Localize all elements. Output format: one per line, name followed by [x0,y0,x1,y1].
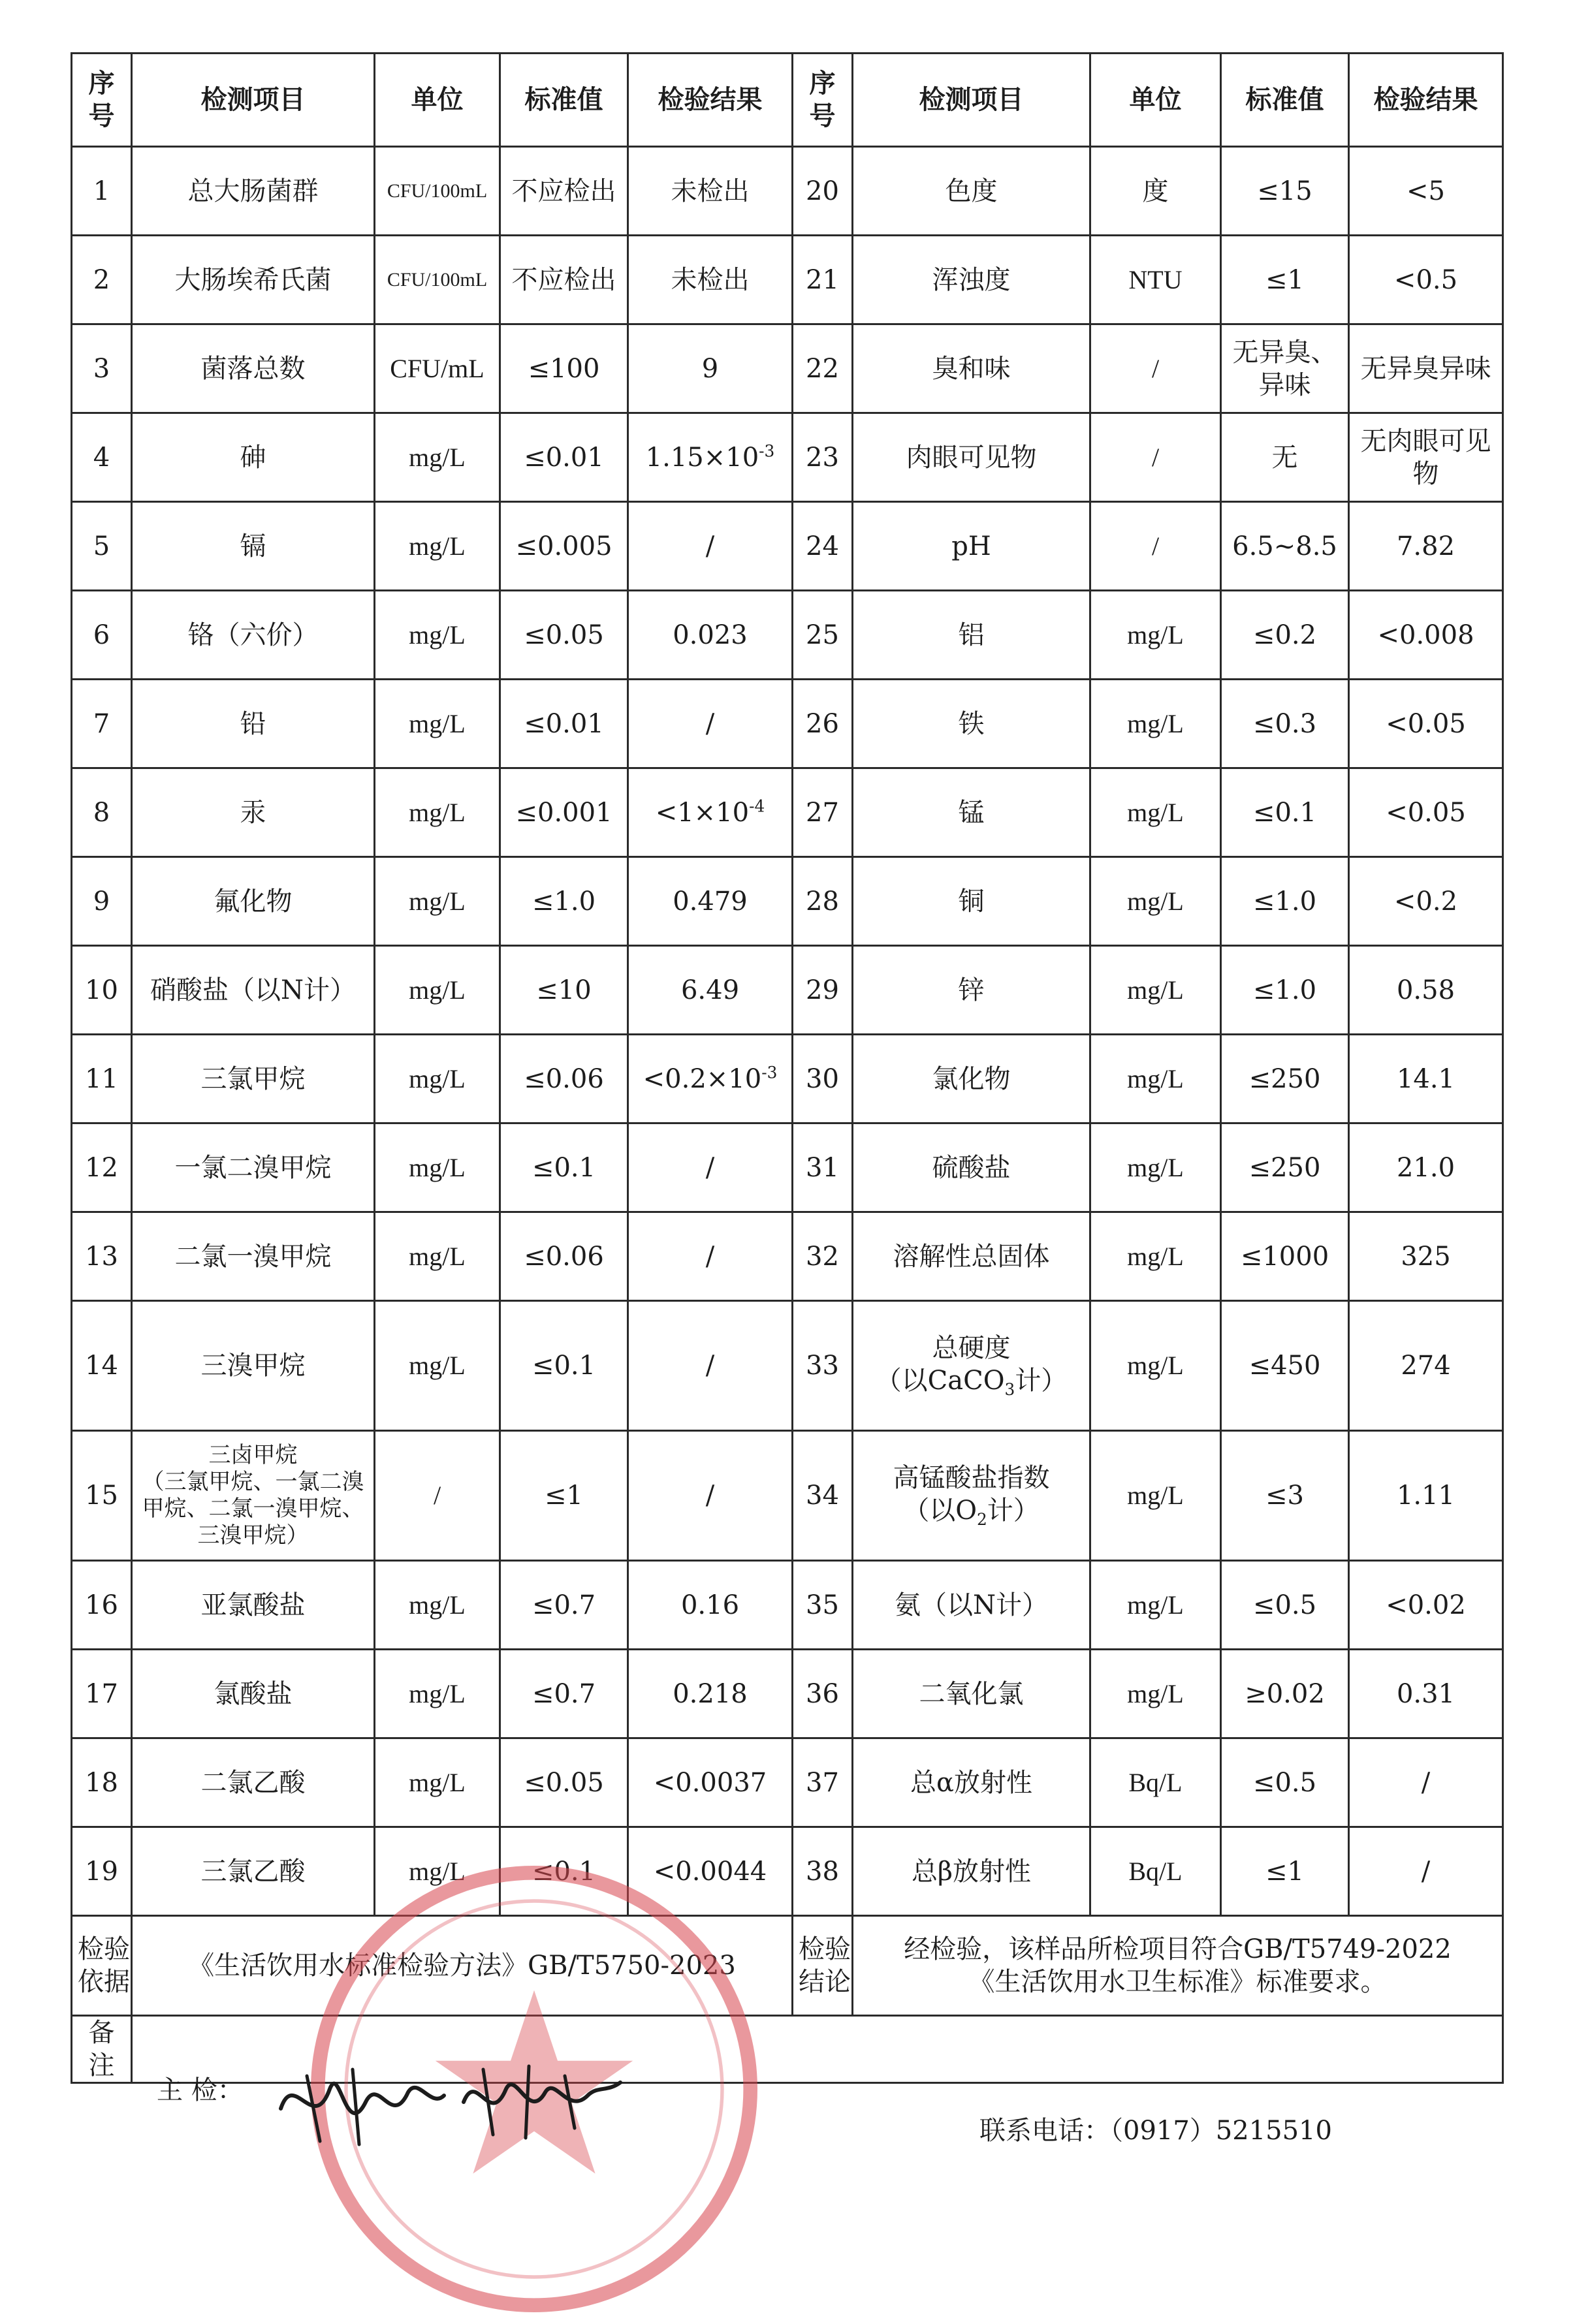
header-unit-right: 单位 [1090,54,1221,147]
cell-item-left [132,413,375,502]
cell-result-right: <0.02 [1349,1561,1503,1650]
table-row [72,1738,1503,1827]
table-row [72,324,1503,413]
cell-item-left [132,236,375,324]
cell-unit-left: mg/L [375,1561,500,1650]
cell-no-right: 34 [793,1431,853,1561]
contact-phone: 联系电话：（0917）5215510 [979,2116,1332,2146]
notes-row [72,2016,1503,2083]
cell-no-right: 37 [793,1738,853,1827]
cell-result-right: 1.11 [1349,1431,1503,1561]
table-row [72,946,1503,1035]
cell-item-right [853,946,1090,1035]
basis-conclusion-row [72,1916,1503,2016]
item-name: 镉 [240,531,266,561]
table-row [72,147,1503,236]
cell-item-left [132,502,375,591]
item-name: 铬（六价） [187,620,319,650]
item-subscript: 2 [977,1509,987,1529]
cell-item-right [853,1650,1090,1738]
header-no-right: 序号 [793,54,853,147]
cell-no-left: 13 [72,1212,132,1301]
cell-standard-right: 无 [1221,413,1349,502]
table-header-row [72,54,1503,147]
cell-standard-left: ≤0.7 [500,1561,628,1650]
result-exponent: -4 [749,796,765,816]
header-result-left: 检验结果 [628,54,793,147]
cell-item-right [853,502,1090,591]
cell-no-left: 16 [72,1561,132,1650]
cell-no-right: 33 [793,1301,853,1431]
cell-result-right: <0.2 [1349,857,1503,946]
cell-item-right [853,1827,1090,1916]
basis-label: 检验依据 [72,1916,132,2016]
table-row [72,502,1503,591]
cell-item-right [853,1431,1090,1561]
cell-result-right: <0.05 [1349,768,1503,857]
item-name: 总α放射性 [910,1767,1032,1798]
cell-standard-left: ≤0.06 [500,1035,628,1123]
item-name: 汞 [240,797,266,828]
cell-no-left: 12 [72,1123,132,1212]
item-qualifier [857,1494,1085,1530]
cell-no-left: 17 [72,1650,132,1738]
cell-result-left: 0.023 [628,591,793,680]
table-row [72,1561,1503,1650]
item-qualifier-tail: 计） [987,1495,1040,1526]
cell-standard-left: ≤0.05 [500,1738,628,1827]
cell-item-left [132,946,375,1035]
cell-no-right: 35 [793,1561,853,1650]
item-name: 总硬度 [932,1332,1011,1363]
item-name: 一氯二溴甲烷 [174,1152,332,1183]
conclusion-text [853,1916,1503,2016]
cell-standard-left: ≤1.0 [500,857,628,946]
cell-unit-right: mg/L [1090,946,1221,1035]
item-name: 硫酸盐 [932,1152,1011,1183]
item-qualifier-text: （三氯甲烷、一氯二溴甲烷、二氯一溴甲烷、三溴甲烷） [142,1469,364,1548]
cell-no-left: 6 [72,591,132,680]
item-name: 二氯乙酸 [200,1767,306,1798]
cell-item-left [132,1561,375,1650]
cell-item-left [132,147,375,236]
cell-item-left [132,768,375,857]
item-name: 氯酸盐 [214,1678,293,1709]
header-result-right: 检验结果 [1349,54,1503,147]
cell-standard-left: 不应检出 [500,147,628,236]
item-name: 二氯一溴甲烷 [174,1241,332,1272]
basis-text: 《生活饮用水标准检验方法》GB/T5750-2023 [132,1916,793,2016]
cell-result-left: 未检出 [628,147,793,236]
cell-item-right [853,1123,1090,1212]
cell-no-right: 30 [793,1035,853,1123]
cell-standard-left: ≤0.1 [500,1123,628,1212]
cell-result-left: <0.0037 [628,1738,793,1827]
cell-result-right: / [1349,1738,1503,1827]
cell-no-left: 2 [72,236,132,324]
cell-standard-right: ≤15 [1221,147,1349,236]
cell-standard-left: ≤100 [500,324,628,413]
item-name: 氟化物 [214,886,293,917]
header-no-left: 序号 [72,54,132,147]
cell-no-right: 23 [793,413,853,502]
item-name: 高锰酸盐指数 [893,1462,1050,1493]
item-name: 铝 [958,620,985,650]
cell-item-left [132,324,375,413]
cell-no-left: 18 [72,1738,132,1827]
cell-result-left: / [628,680,793,768]
cell-no-left: 7 [72,680,132,768]
cell-item-left [132,591,375,680]
cell-result-left [628,1035,793,1123]
cell-unit-left: mg/L [375,1035,500,1123]
cell-result-left [628,768,793,857]
item-subscript: 3 [1004,1379,1015,1399]
cell-result-left: 0.218 [628,1650,793,1738]
cell-item-right [853,236,1090,324]
cell-item-left [132,1212,375,1301]
cell-unit-left: mg/L [375,680,500,768]
cell-standard-left: ≤0.1 [500,1827,628,1916]
cell-result-left: / [628,1431,793,1561]
item-name: 三卤甲烷 [208,1442,298,1469]
cell-item-right [853,413,1090,502]
cell-unit-right: mg/L [1090,1035,1221,1123]
cell-no-left: 14 [72,1301,132,1431]
cell-standard-left: ≤0.005 [500,502,628,591]
cell-unit-left: mg/L [375,1827,500,1916]
cell-result-left: / [628,502,793,591]
cell-standard-left: ≤10 [500,946,628,1035]
cell-result-right: 0.31 [1349,1650,1503,1738]
cell-standard-right: ≤1 [1221,1827,1349,1916]
header-item-right: 检测项目 [853,54,1090,147]
item-name: 氨（以N计） [895,1590,1048,1620]
conclusion-line-2: 《生活饮用水卫生标准》标准要求。 [968,1967,1387,1997]
result-value: <0.2×10 [643,1063,762,1094]
item-qualifier-text: （以O [903,1495,977,1526]
item-name: 三氯乙酸 [200,1856,306,1887]
cell-result-right: 325 [1349,1212,1503,1301]
cell-item-right [853,857,1090,946]
cell-item-left [132,1650,375,1738]
cell-standard-left: ≤0.1 [500,1301,628,1431]
cell-unit-left: mg/L [375,857,500,946]
cell-standard-left: ≤0.05 [500,591,628,680]
cell-unit-right: mg/L [1090,1431,1221,1561]
item-name: 浑浊度 [932,264,1011,295]
cell-result-right: 21.0 [1349,1123,1503,1212]
header-item-left: 检测项目 [132,54,375,147]
cell-standard-right: ≤1000 [1221,1212,1349,1301]
table-row [72,1827,1503,1916]
cell-item-left [132,1301,375,1431]
item-name: 铁 [958,708,985,739]
cell-no-right: 26 [793,680,853,768]
cell-unit-left: mg/L [375,1123,500,1212]
cell-result-left: / [628,1123,793,1212]
cell-result-right: / [1349,1827,1503,1916]
cell-result-left: / [628,1301,793,1431]
cell-result-left: <0.0044 [628,1827,793,1916]
cell-no-right: 25 [793,591,853,680]
cell-item-left [132,1738,375,1827]
cell-item-right [853,768,1090,857]
cell-standard-left: ≤0.01 [500,680,628,768]
cell-unit-right: mg/L [1090,768,1221,857]
cell-standard-left: ≤1 [500,1431,628,1561]
cell-no-right: 20 [793,147,853,236]
cell-unit-right: mg/L [1090,591,1221,680]
cell-standard-right: ≤0.1 [1221,768,1349,857]
header-standard-right: 标准值 [1221,54,1349,147]
cell-no-right: 28 [793,857,853,946]
cell-unit-left: mg/L [375,413,500,502]
item-name: 臭和味 [932,353,1011,384]
cell-standard-right: 6.5~8.5 [1221,502,1349,591]
cell-unit-right: mg/L [1090,1650,1221,1738]
cell-unit-left: mg/L [375,1738,500,1827]
cell-standard-left: ≤0.01 [500,413,628,502]
item-name: 氯化物 [932,1063,1011,1094]
cell-result-right: <0.5 [1349,236,1503,324]
cell-no-left: 11 [72,1035,132,1123]
item-name: 总大肠菌群 [187,176,319,206]
item-qualifier [857,1364,1085,1400]
header-standard-left: 标准值 [500,54,628,147]
cell-no-left: 15 [72,1431,132,1561]
test-results-table [71,52,1504,2084]
item-name: 锌 [958,975,985,1005]
cell-unit-left: / [375,1431,500,1561]
cell-no-left: 8 [72,768,132,857]
cell-unit-right: Bq/L [1090,1827,1221,1916]
cell-no-right: 21 [793,236,853,324]
cell-result-right: 274 [1349,1301,1503,1431]
item-name: 三氯甲烷 [200,1063,306,1094]
cell-unit-left: mg/L [375,946,500,1035]
cell-no-right: 31 [793,1123,853,1212]
notes-label: 备注 [72,2016,132,2083]
results-body [72,147,1503,1916]
cell-unit-left: mg/L [375,768,500,857]
table-row [72,1212,1503,1301]
table-row [72,1301,1503,1431]
cell-item-right [853,1738,1090,1827]
item-name: 溶解性总固体 [893,1241,1050,1272]
cell-item-left [132,857,375,946]
cell-no-left: 10 [72,946,132,1035]
conclusion-label: 检验结论 [793,1916,853,2016]
inspector-label: 主 检： [157,2075,244,2105]
cell-no-right: 29 [793,946,853,1035]
cell-result-right: 0.58 [1349,946,1503,1035]
cell-standard-right: ≤450 [1221,1301,1349,1431]
item-name: 三溴甲烷 [200,1351,306,1381]
item-qualifier-text: （以CaCO [875,1365,1005,1396]
cell-standard-right: ≤1.0 [1221,857,1349,946]
notes-text [132,2016,1503,2083]
cell-standard-right: ≥0.02 [1221,1650,1349,1738]
cell-unit-right: / [1090,413,1221,502]
cell-result-left: 9 [628,324,793,413]
cell-no-right: 27 [793,768,853,857]
item-name: 铜 [958,886,985,917]
cell-standard-left: ≤0.001 [500,768,628,857]
cell-result-right: 无肉眼可见物 [1349,413,1503,502]
cell-unit-left: CFU/100mL [375,147,500,236]
item-name: 二氧化氯 [919,1678,1024,1709]
result-value: 1.15×10 [645,442,759,473]
item-name: 亚氯酸盐 [200,1590,306,1620]
cell-standard-left: ≤0.06 [500,1212,628,1301]
item-qualifier [136,1469,370,1548]
table-row [72,1123,1503,1212]
cell-unit-right: Bq/L [1090,1738,1221,1827]
cell-standard-right: ≤0.5 [1221,1561,1349,1650]
cell-standard-left: ≤0.7 [500,1650,628,1738]
cell-result-right: <0.008 [1349,591,1503,680]
table-row [72,768,1503,857]
cell-no-left: 3 [72,324,132,413]
item-name: 锰 [958,797,985,828]
cell-standard-right: ≤3 [1221,1431,1349,1561]
table-row [72,591,1503,680]
cell-no-left: 9 [72,857,132,946]
item-name: 砷 [240,442,266,473]
cell-result-right: <5 [1349,147,1503,236]
cell-item-left [132,1827,375,1916]
cell-item-right [853,1035,1090,1123]
cell-standard-right: ≤250 [1221,1123,1349,1212]
cell-unit-left: mg/L [375,502,500,591]
cell-item-right [853,1561,1090,1650]
cell-standard-right: ≤0.2 [1221,591,1349,680]
cell-unit-right: NTU [1090,236,1221,324]
cell-result-left [628,413,793,502]
cell-no-left: 4 [72,413,132,502]
cell-unit-left: mg/L [375,1301,500,1431]
cell-unit-left: mg/L [375,591,500,680]
cell-no-left: 19 [72,1827,132,1916]
cell-unit-left: CFU/100mL [375,236,500,324]
item-name: 大肠埃希氏菌 [174,264,332,295]
cell-no-right: 36 [793,1650,853,1738]
item-name: 硝酸盐（以N计） [150,975,356,1005]
item-qualifier-tail: 计） [1015,1365,1068,1396]
table-row [72,857,1503,946]
table-row [72,1035,1503,1123]
table-row [72,1650,1503,1738]
cell-no-left: 1 [72,147,132,236]
cell-unit-left: CFU/mL [375,324,500,413]
cell-item-right [853,147,1090,236]
cell-item-right [853,324,1090,413]
cell-result-left: 0.16 [628,1561,793,1650]
table-row [72,1431,1503,1561]
item-name: 色度 [945,176,998,206]
result-exponent: -3 [761,1063,778,1082]
cell-item-right [853,591,1090,680]
cell-item-left [132,1123,375,1212]
cell-standard-right: 无异臭、异味 [1221,324,1349,413]
cell-result-right: 无异臭异味 [1349,324,1503,413]
cell-result-right: 7.82 [1349,502,1503,591]
cell-unit-right: mg/L [1090,1123,1221,1212]
table-row [72,680,1503,768]
item-name: 铅 [240,708,266,739]
cell-unit-right: / [1090,502,1221,591]
cell-no-right: 38 [793,1827,853,1916]
cell-unit-right: mg/L [1090,680,1221,768]
item-name: 总β放射性 [911,1856,1032,1887]
cell-unit-right: mg/L [1090,1301,1221,1431]
cell-unit-right: mg/L [1090,1212,1221,1301]
result-value: <1×10 [655,797,750,828]
table-row [72,413,1503,502]
cell-item-right [853,1301,1090,1431]
cell-standard-right: ≤250 [1221,1035,1349,1123]
cell-item-right [853,680,1090,768]
cell-unit-right: / [1090,324,1221,413]
cell-unit-left: mg/L [375,1650,500,1738]
table-row [72,236,1503,324]
cell-standard-left: 不应检出 [500,236,628,324]
result-exponent: -3 [759,441,775,461]
cell-unit-left: mg/L [375,1212,500,1301]
cell-result-left: 6.49 [628,946,793,1035]
cell-result-left: 未检出 [628,236,793,324]
cell-no-right: 22 [793,324,853,413]
header-unit-left: 单位 [375,54,500,147]
cell-item-left [132,1431,375,1561]
cell-result-left: / [628,1212,793,1301]
item-name: pH [951,531,991,561]
cell-standard-right: ≤0.5 [1221,1738,1349,1827]
cell-item-left [132,680,375,768]
cell-standard-right: ≤1 [1221,236,1349,324]
cell-no-right: 32 [793,1212,853,1301]
cell-standard-right: ≤1.0 [1221,946,1349,1035]
cell-unit-right: mg/L [1090,857,1221,946]
cell-item-right [853,1212,1090,1301]
item-name: 菌落总数 [200,353,306,384]
cell-result-left: 0.479 [628,857,793,946]
cell-no-right: 24 [793,502,853,591]
cell-result-right: 14.1 [1349,1035,1503,1123]
cell-unit-right: 度 [1090,147,1221,236]
conclusion-line-1: 经检验，该样品所检项目符合GB/T5749-2022 [904,1934,1452,1964]
item-name: 肉眼可见物 [906,442,1037,473]
cell-no-left: 5 [72,502,132,591]
cell-standard-right: ≤0.3 [1221,680,1349,768]
cell-unit-right: mg/L [1090,1561,1221,1650]
cell-item-left [132,1035,375,1123]
cell-result-right: <0.05 [1349,680,1503,768]
